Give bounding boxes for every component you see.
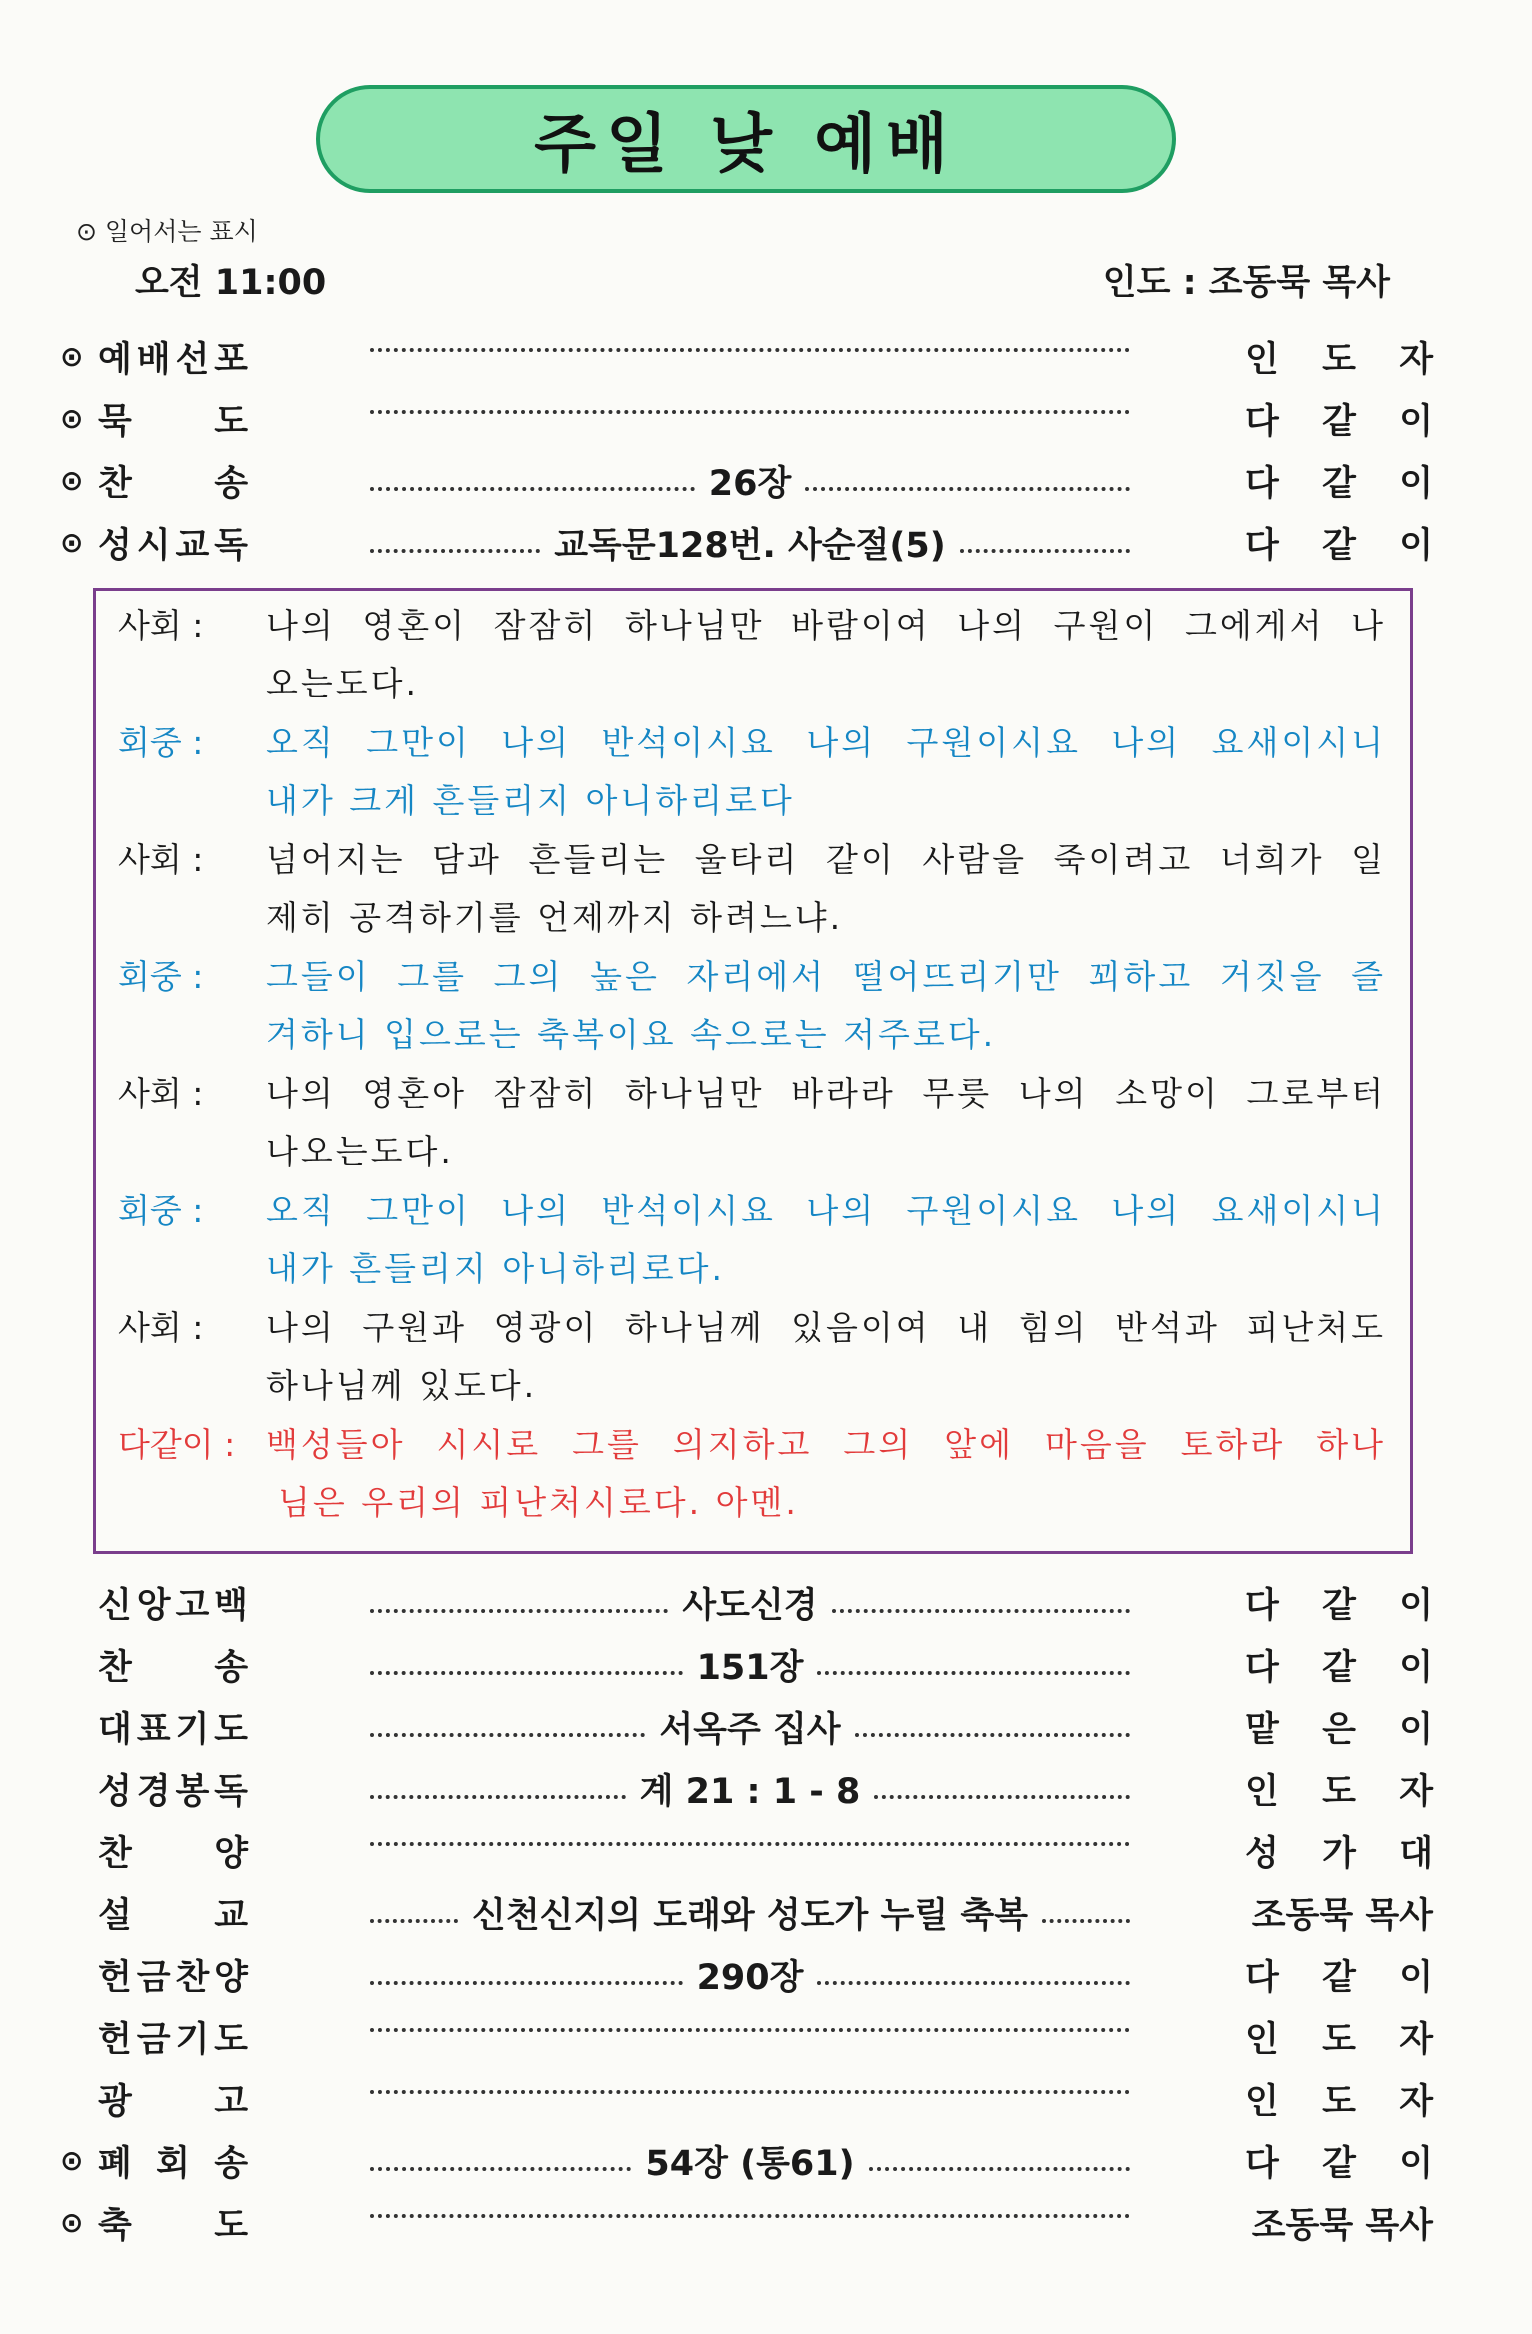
order-item [0, 2136, 1532, 2196]
reading-role: 사회 : [118, 606, 204, 645]
order-item [0, 1702, 1532, 1762]
reading-text: 하나님께 있도다. [266, 1366, 538, 1405]
dot-leader [370, 394, 1130, 414]
order-item-performer: 다 같 이 [1245, 1958, 1433, 1998]
order-item-detail: 신천신지의 도래와 성도가 누릴 축복 [472, 1896, 1028, 1936]
reading-text: 오직 그만이 나의 반석이시요 나의 구원이시요 나의 요새이시니 [266, 1191, 1386, 1230]
standing-mark-icon: ⊙ [60, 340, 84, 373]
order-item [0, 1950, 1532, 2010]
reading-text: 나의 영혼이 잠잠히 하나님만 바람이여 나의 구원이 그에게서 나 [266, 606, 1386, 645]
order-item-performer: 인 도 자 [1245, 2020, 1433, 2060]
dot-leader [370, 1640, 1130, 1690]
order-item-detail: 사도신경 [682, 1586, 818, 1626]
standing-mark-icon: ⊙ [60, 526, 84, 559]
order-item-label: 대 표 기 도 [98, 1710, 248, 1750]
standing-mark-icon: ⊙ [60, 2206, 84, 2239]
standing-mark-icon: ⊙ [60, 402, 84, 435]
order-item-label: 축 도 [98, 2206, 248, 2246]
order-item-detail: 151장 [696, 1648, 804, 1688]
order-item-label: 헌 금 찬 양 [98, 1958, 248, 1998]
order-item-performer: 조동묵 목사 [1251, 2206, 1433, 2246]
order-item-label: 찬 송 [98, 464, 248, 504]
order-item-label: 헌 금 기 도 [98, 2020, 248, 2060]
order-item [0, 2012, 1532, 2072]
order-item-performer: 다 같 이 [1245, 2144, 1433, 2184]
reading-text: 그들이 그를 그의 높은 자리에서 떨어뜨리기만 꾀하고 거짓을 즐 [266, 957, 1386, 996]
order-item-detail: 교독문128번. 사순절(5) [554, 526, 946, 566]
dot-leader [370, 1764, 1130, 1814]
order-item-label: 광 고 [98, 2082, 248, 2122]
order-item [0, 2074, 1532, 2134]
reading-text: 오직 그만이 나의 반석이시요 나의 구원이시요 나의 요새이시니 [266, 723, 1386, 762]
order-item-label: 설 교 [98, 1896, 248, 1936]
standing-mark-icon: ⊙ [60, 2144, 84, 2177]
dot-leader [370, 2136, 1130, 2186]
reading-role: 회중 : [118, 957, 204, 996]
order-item-label: 신 앙 고 백 [98, 1586, 248, 1626]
order-item [0, 394, 1532, 454]
reading-text: 오는도다. [266, 664, 420, 703]
order-item-detail: 서옥주 집사 [659, 1710, 841, 1750]
order-item [0, 456, 1532, 516]
order-item-label: 찬 양 [98, 1834, 248, 1874]
dot-leader [370, 1950, 1130, 2000]
order-item-detail: 54장 (통61) [645, 2144, 855, 2184]
reading-text: 내가 흔들리지 아니하리로다. [266, 1249, 726, 1288]
reading-role: 회중 : [118, 723, 204, 762]
order-item-label: 예 배 선 포 [98, 340, 248, 380]
order-item-performer: 맡 은 이 [1245, 1710, 1433, 1750]
dot-leader [370, 1888, 1130, 1938]
dot-leader [370, 1826, 1130, 1846]
order-item-performer: 인 도 자 [1245, 1772, 1433, 1812]
order-item [0, 1888, 1532, 1948]
dot-leader [370, 518, 1130, 568]
reading-role: 사회 : [118, 840, 204, 879]
dot-leader [370, 2074, 1130, 2094]
reading-role: 회중 : [118, 1191, 204, 1230]
order-item-performer: 인 도 자 [1245, 2082, 1433, 2122]
standing-mark-icon: ⊙ [60, 464, 84, 497]
order-item [0, 1578, 1532, 1638]
dot-leader [370, 456, 1130, 506]
order-item-label: 찬 송 [98, 1648, 248, 1688]
reading-text: 넘어지는 담과 흔들리는 울타리 같이 사람을 죽이려고 너희가 일 [266, 840, 1386, 879]
reading-text: 나오는도다. [266, 1132, 454, 1171]
reading-text: 백성들아 시시로 그를 의지하고 그의 앞에 마음을 토하라 하나 [266, 1425, 1386, 1464]
order-item-label: 묵 도 [98, 402, 248, 442]
order-item-performer: 다 같 이 [1245, 1586, 1433, 1626]
order-item-performer: 다 같 이 [1245, 526, 1433, 566]
order-item [0, 518, 1532, 578]
order-item-performer: 조동묵 목사 [1251, 1896, 1433, 1936]
order-item [0, 1640, 1532, 1700]
page-title: 주일 낮 예배 [316, 85, 1176, 193]
reading-text: 겨하니 입으로는 축복이요 속으로는 저주로다. [266, 1015, 997, 1054]
order-item-performer: 인 도 자 [1245, 340, 1433, 380]
order-item-performer: 다 같 이 [1245, 464, 1433, 504]
order-item [0, 1764, 1532, 1824]
reading-text: 님은 우리의 피난처시로다. 아멘. [278, 1483, 799, 1522]
order-item-detail: 계 21 : 1 - 8 [639, 1772, 861, 1812]
standing-legend: ⊙ 일어서는 표시 [76, 217, 258, 246]
order-item-performer: 다 같 이 [1245, 402, 1433, 442]
responsive-reading-box [93, 588, 1413, 1554]
order-item [0, 1826, 1532, 1886]
dot-leader [370, 1578, 1130, 1628]
dot-leader [370, 332, 1130, 352]
reading-role: 사회 : [118, 1308, 204, 1347]
order-item [0, 332, 1532, 392]
reading-role: 다같이 : [118, 1425, 236, 1464]
order-item-label: 성 경 봉 독 [98, 1772, 248, 1812]
dot-leader [370, 2198, 1130, 2218]
dot-leader [370, 1702, 1130, 1752]
dot-leader [370, 2012, 1130, 2032]
order-item-performer: 다 같 이 [1245, 1648, 1433, 1688]
reading-text: 나의 구원과 영광이 하나님께 있음이여 내 힘의 반석과 피난처도 [266, 1308, 1386, 1347]
reading-role: 사회 : [118, 1074, 204, 1113]
order-item-label: 성 시 교 독 [98, 526, 248, 566]
reading-text: 제히 공격하기를 언제까지 하려느냐. [266, 898, 844, 937]
order-item-label: 폐 회 송 [98, 2144, 248, 2184]
service-leader: 인도 : 조동묵 목사 [1102, 263, 1390, 303]
reading-text: 나의 영혼아 잠잠히 하나님만 바라라 무릇 나의 소망이 그로부터 [266, 1074, 1386, 1113]
service-time: 오전 11:00 [135, 263, 327, 303]
order-item-performer: 성 가 대 [1245, 1834, 1433, 1874]
reading-text: 내가 크게 흔들리지 아니하리로다 [266, 781, 795, 820]
order-item-detail: 290장 [696, 1958, 804, 1998]
order-item-detail: 26장 [708, 464, 792, 504]
order-item [0, 2198, 1532, 2258]
